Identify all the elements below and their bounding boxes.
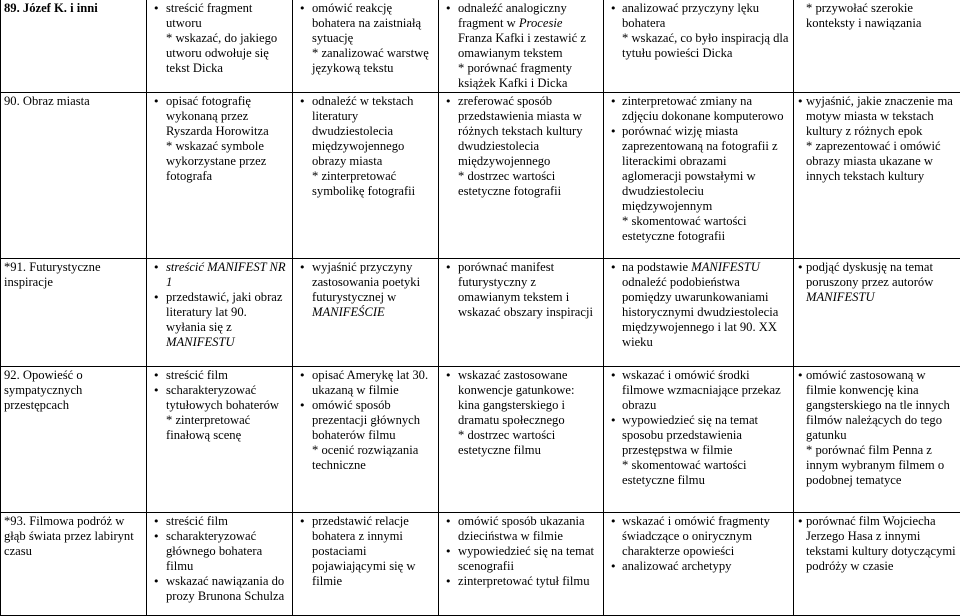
list-item: • streścić fragment utworu (151, 1, 288, 31)
list-item: * dostrzec wartości estetyczne filmu (443, 428, 599, 458)
table-row (1, 512, 960, 615)
list-item: • porównać manifest futurystyczny z omawianym tekstem i wskazać obszary inspiracji (443, 260, 599, 320)
list-item: • streścić MANIFEST NR 1 (151, 260, 288, 290)
table-row (1, 258, 960, 366)
cell-outstanding (794, 366, 960, 512)
cell-basic (147, 366, 293, 512)
list-item: • streścić film (151, 368, 288, 383)
list-item: • wskazać zastosowane konwencje gatunkowe: kina gangsterskiego i dramatu społecznego (443, 368, 599, 428)
table-row (1, 366, 960, 512)
list-item: • podjąć dyskusję na temat poruszony przez autorów MANIFESTU (798, 260, 956, 305)
row-topic: 90. Obraz miasta (1, 92, 147, 258)
cell-advanced (439, 258, 604, 366)
list-item: • scharakteryzować głównego bohatera filmu (151, 529, 288, 574)
list-item: • wskazać nawiązania do prozy Brunona Schulza (151, 574, 288, 604)
list-item: • wypowiedzieć się na temat scenografii (443, 544, 599, 574)
cell-full (604, 258, 794, 366)
list-item: * zinterpretować finałową scenę (151, 413, 288, 443)
list-item: * ocenić rozwiązania techniczne (297, 443, 434, 473)
cell-full (604, 0, 794, 92)
list-item: * skomentować wartości estetyczne filmu (608, 458, 789, 488)
list-item: * wskazać symbole wykorzystane przez fotografa (151, 139, 288, 184)
cell-outstanding (794, 92, 960, 258)
list-item: • wypowiedzieć się na temat sposobu przedstawienia przestępstwa w filmie (608, 413, 789, 458)
cell-extended (293, 366, 439, 512)
cell-full (604, 92, 794, 258)
row-topic: 92. Opowieść o sympatycznych przestępcach (1, 366, 147, 512)
cell-extended (293, 0, 439, 92)
list-item: * porównać film Penna z innym wybranym filmem o podobnej tematyce (798, 443, 956, 488)
list-item: • omówić zastosowaną w filmie konwencję kina gangsterskiego na tle innych filmów należących do tego gatunku (798, 368, 956, 443)
cell-basic (147, 0, 293, 92)
row-topic: *93. Filmowa podróż w głąb świata przez labirynt czasu (1, 512, 147, 615)
row-topic: 89. Józef K. i inni (1, 0, 147, 92)
list-item: • analizować archetypy (608, 559, 789, 574)
cell-advanced (439, 512, 604, 615)
table-row (1, 0, 960, 92)
list-item: • zinterpretować tytuł filmu (443, 574, 599, 589)
list-item: • wskazać i omówić fragmenty świadczące o onirycznym charakterze opowieści (608, 514, 789, 559)
list-item: • odnaleźć analogiczny fragment w Procesie Franza Kafki i zestawić z omawianym tekstem (443, 1, 599, 61)
list-item: • scharakteryzować tytułowych bohaterów (151, 383, 288, 413)
list-item: • opisać fotografię wykonaną przez Ryszarda Horowitza (151, 94, 288, 139)
list-item: • wskazać i omówić środki filmowe wzmacniające przekaz obrazu (608, 368, 789, 413)
list-item: • streścić film (151, 514, 288, 529)
list-item: • omówić sposób prezentacji głównych bohaterów filmu (297, 398, 434, 443)
cell-basic (147, 258, 293, 366)
cell-extended (293, 258, 439, 366)
list-item: • przedstawić relacje bohatera z innymi postaciami pojawiającymi się w filmie (297, 514, 434, 589)
list-item: • omówić sposób ukazania dzieciństwa w filmie (443, 514, 599, 544)
cell-full (604, 366, 794, 512)
list-item: • zreferować sposób przedstawienia miasta w różnych tekstach kultury dwudziestolecia międzywojennego (443, 94, 599, 169)
cell-outstanding (794, 0, 960, 92)
list-item: * przywołać szerokie konteksty i nawiązania (798, 1, 956, 31)
list-item: * zanalizować warstwę językową tekstu (297, 46, 434, 76)
cell-advanced (439, 92, 604, 258)
list-item: * wskazać, co było inspiracją dla tytułu powieści Dicka (608, 31, 789, 61)
list-item: * wskazać, do jakiego utworu odwołuje się tekst Dicka (151, 31, 288, 76)
list-item: • wyjaśnić przyczyny zastosowania poetyki futurystycznej w MANIFEŚCIE (297, 260, 434, 320)
cell-extended (293, 92, 439, 258)
list-item: • omówić reakcję bohatera na zaistniałą sytuację (297, 1, 434, 46)
list-item: • zinterpretować zmiany na zdjęciu dokonane komputerowo (608, 94, 789, 124)
list-item: • wyjaśnić, jakie znaczenie ma motyw miasta w tekstach kultury z różnych epok (798, 94, 956, 139)
list-item: * porównać fragmenty książek Kafki i Dicka (443, 61, 599, 91)
list-item: * skomentować wartości estetyczne fotografii (608, 214, 789, 244)
list-item: • porównać wizję miasta zaprezentowaną na fotografii z literackimi obrazami aglomeracji powstałymi w dwudziestoleciu międzywojennym (608, 124, 789, 215)
cell-advanced (439, 366, 604, 512)
cell-advanced (439, 0, 604, 92)
list-item: • opisać Amerykę lat 30. ukazaną w filmie (297, 368, 434, 398)
cell-basic (147, 92, 293, 258)
table-row (1, 92, 960, 258)
cell-full (604, 512, 794, 615)
list-item: • przedstawić, jaki obraz literatury lat 90. wyłania się z MANIFESTU (151, 290, 288, 350)
list-item: • porównać film Wojciecha Jerzego Hasa z innymi tekstami kultury dotyczącymi podróży w czasie (798, 514, 956, 574)
list-item: • na podstawie MANIFESTU odnaleźć podobieństwa pomiędzy uwarunkowaniami historycznymi dwudziestolecia międzywojennego i lat 90. XX wieku (608, 260, 789, 351)
list-item: • odnaleźć w tekstach literatury dwudziestolecia międzywojennego obrazy miasta (297, 94, 434, 169)
list-item: * zinterpretować symbolikę fotografii (297, 169, 434, 199)
cell-basic (147, 512, 293, 615)
cell-outstanding (794, 512, 960, 615)
list-item: • analizować przyczyny lęku bohatera (608, 1, 789, 31)
list-item: * zaprezentować i omówić obrazy miasta ukazane w innych tekstach kultury (798, 139, 956, 184)
cell-extended (293, 512, 439, 615)
list-item: * dostrzec wartości estetyczne fotografii (443, 169, 599, 199)
cell-outstanding (794, 258, 960, 366)
row-topic: *91. Futurystyczne inspiracje (1, 258, 147, 366)
